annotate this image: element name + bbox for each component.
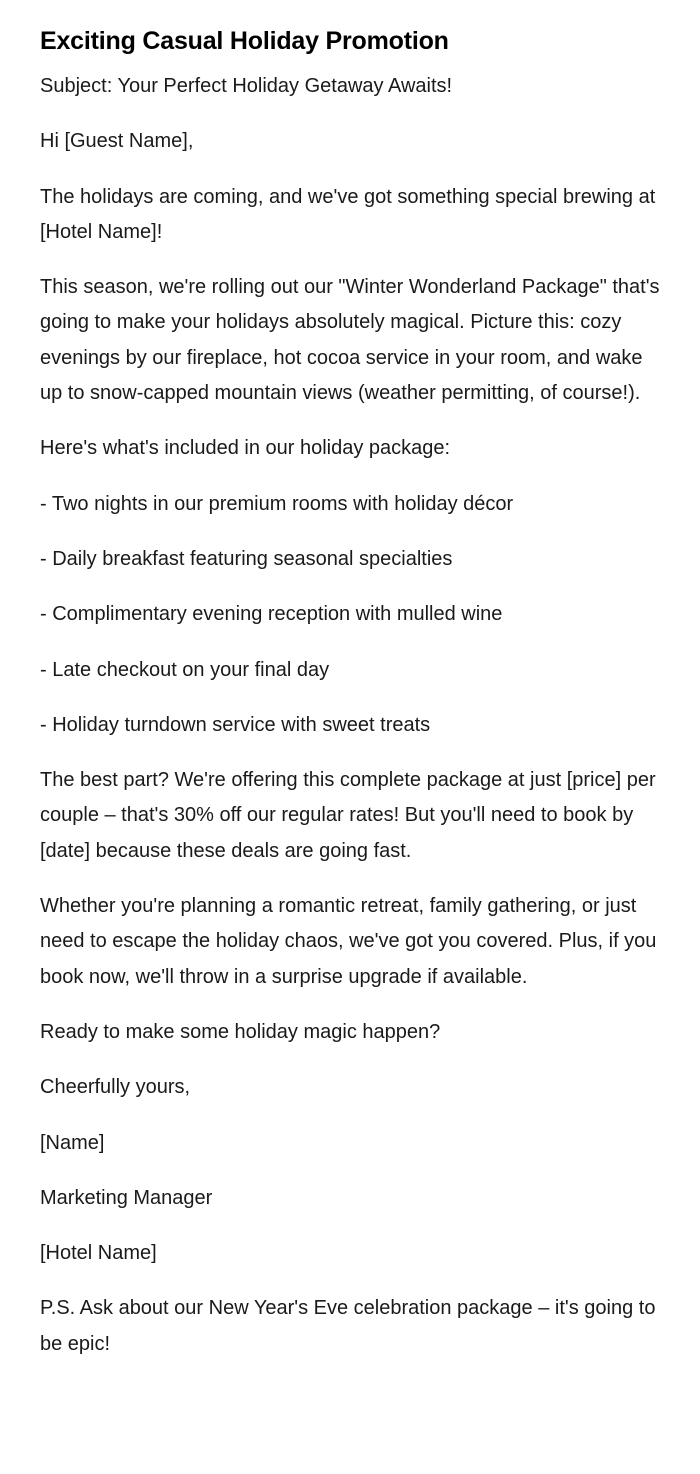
package-item: - Late checkout on your final day xyxy=(40,658,330,681)
document-title: Exciting Casual Holiday Promotion xyxy=(40,27,449,55)
closing: Cheerfully yours, xyxy=(40,1076,191,1099)
package-item: - Holiday turndown service with sweet treats xyxy=(40,713,431,736)
audience-paragraph: Whether you're planning a romantic retreat, family gathering, or just need to escape the holiday chaos, we've got you covered. Plus, if you book now, we'll throw in a surprise upgrade if available. xyxy=(40,895,657,988)
package-item: - Complimentary evening reception with mulled wine xyxy=(40,603,503,626)
email-subject: Subject: Your Perfect Holiday Getaway Awaits! xyxy=(40,75,453,97)
included-heading: Here's what's included in our holiday package: xyxy=(40,437,451,460)
call-to-action: Ready to make some holiday magic happen? xyxy=(40,1020,441,1043)
greeting: Hi [Guest Name], xyxy=(40,130,194,153)
package-description-paragraph: This season, we're rolling out our "Winter Wonderland Package" that's going to make your holidays absolutely magical. Picture this: cozy evenings by our fireplace, hot cocoa service in your room, and wake up to snow-capped mountain views (weather permitting, of course!). xyxy=(40,276,660,405)
package-item: - Daily breakfast featuring seasonal specialties xyxy=(40,547,453,570)
sender-title: Marketing Manager xyxy=(40,1186,213,1209)
postscript: P.S. Ask about our New Year's Eve celebration package – it's going to be epic! xyxy=(40,1297,656,1355)
sender-name: [Name] xyxy=(40,1131,105,1154)
intro-paragraph: The holidays are coming, and we've got something special brewing at [Hotel Name]! xyxy=(40,185,656,243)
pricing-paragraph: The best part? We're offering this complete package at just [price] per couple – that's 30% off our regular rates! But you'll need to book by [date] because these deals are going fast. xyxy=(40,769,656,862)
package-item: - Two nights in our premium rooms with holiday décor xyxy=(40,492,514,515)
sender-hotel: [Hotel Name] xyxy=(40,1242,157,1265)
